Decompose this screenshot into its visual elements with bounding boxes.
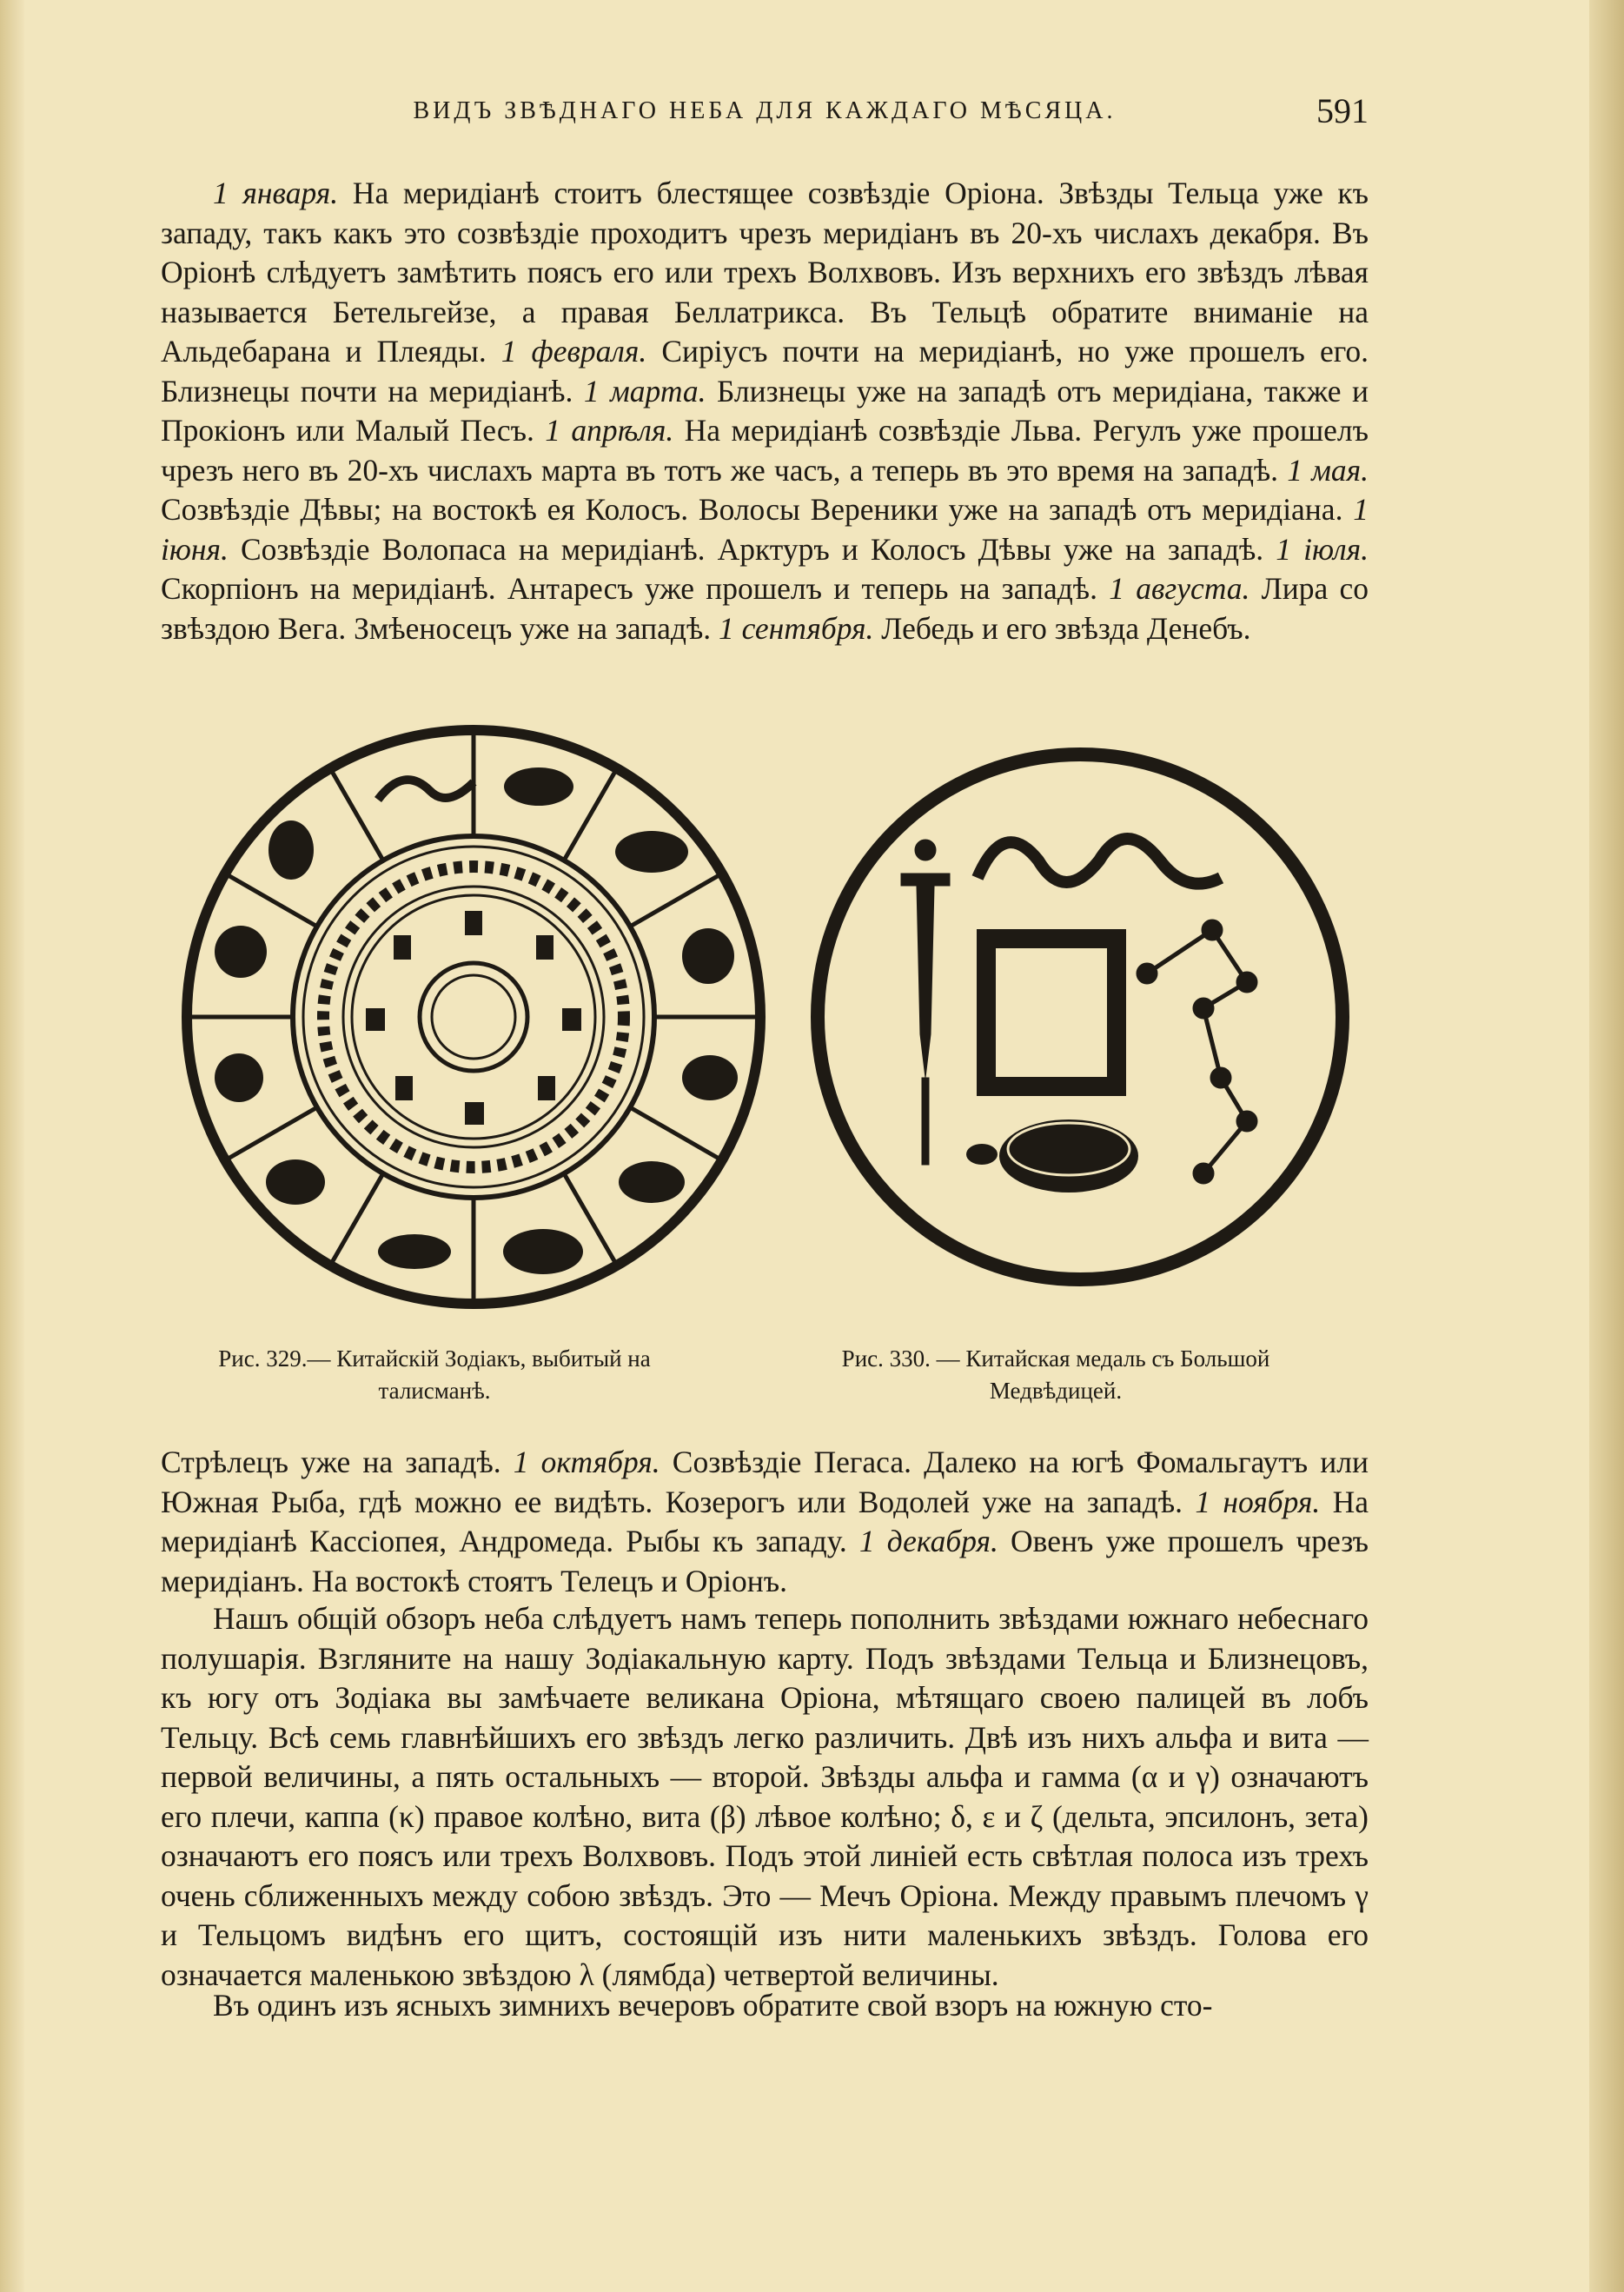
text-january: На меридіанѣ стоитъ блестящее созвѣздіе Оріона. Звѣзды Тельца уже къ западу, такъ какъ это созвѣздіе проходитъ чрезъ меридіанъ въ 20-хъ числахъ декабря. Въ Оріонѣ слѣдуетъ замѣтить поясъ его или трехъ Волхвовъ. Изъ верхнихъ его звѣздъ лѣвая называется Бетельгейзе, а правая Беллатрикса. Въ Тельцѣ обратите вниманіе на Альдебарана и Плеяды. [161,176,1369,369]
date-june: 1 іюня. [161,492,1369,567]
text-november: На меридіанѣ Кассіопея, Андромеда. Рыбы къ западу. [161,1484,1369,1558]
text-october: Созвѣздіе Пегаса. Далеко на югѣ Фомальгаутъ или Южная Рыба, гдѣ можно ее видѣть. Козерогъ или Водолей уже на западѣ. [161,1445,1369,1519]
paragraph-months-oct-dec [161,1443,1369,1601]
date-february: 1 февраля. [500,334,647,369]
text-may: Созвѣздіе Дѣвы; на востокѣ ея Колосъ. Волосы Вереники уже на западѣ отъ меридіана. [161,492,1354,527]
date-april: 1 апрѣля. [545,413,674,448]
text-sagittarius: Стрѣлецъ уже на западѣ. [161,1445,514,1479]
figure-330-caption: Рис. 330. — Китайская медаль съ Большой Медвѣдицей. [841,1345,1270,1404]
date-december: 1 декабря. [858,1524,998,1558]
page-edge [1589,0,1624,2292]
text-june: Созвѣздіе Волопаса на меридіанѣ. Арктуръ и Колосъ Дѣвы уже на западѣ. [228,531,1276,567]
text-march: Близнецы уже на западѣ отъ меридіана, также и Прокіонъ или Малый Песъ. [161,373,1369,448]
date-march: 1 марта. [583,373,706,409]
date-july: 1 іюля. [1276,531,1369,567]
text-february: Сиріусъ почти на меридіанѣ, но уже прошелъ его. Близнецы почти на меридіанѣ. [161,334,1369,409]
paragraph-orion-description: Нашъ общій обзоръ неба слѣдуетъ намъ теперь пополнить звѣздами южнаго небеснаго полушарія. Взгляните на нашу Зодіакальную карту. Подъ звѣздами Тельца и Близнецовъ, къ югу отъ Зодіака вы замѣчаете великана Оріона, мѣтящаго своею палицей въ лобъ Тельцу. Всѣ семь главнѣйшихъ его звѣздъ легко различить. Двѣ изъ нихъ альфа и вита — первой величины, а пять остальныхъ — второй. Звѣзды альфа и гамма (α и γ) означаютъ его плечи, каппа (κ) правое колѣно, вита (β) лѣвое колѣно; δ, ε и ζ (дельта, эпсилонъ, зета) означаютъ его поясъ или трехъ Волхвовъ. Подъ этой линіей есть свѣтлая полоса изъ трехъ очень сближенныхъ между собою звѣздъ. Это — Мечъ Оріона. Между правымъ плечомъ γ и Тельцомъ видѣнъ его щитъ, состоящій изъ нити маленькихъ звѣздъ. Голова его означается маленькою звѣздою λ (лямбда) четвертой величины. [161,1601,1369,1992]
date-november: 1 ноября. [1195,1484,1321,1519]
date-january: 1 января. [213,176,339,210]
page-number: 591 [1316,91,1369,130]
paragraph-months-jan-sep [161,174,1369,648]
text-august: Лира со звѣздою Вега. Змѣеносецъ уже на западѣ. [161,571,1369,646]
figure-chinese-medal [804,721,1360,1312]
text-december: Овенъ уже прошелъ чрезъ меридіанъ. На востокѣ стоятъ Телецъ и Оріонъ. [161,1524,1369,1598]
date-august: 1 августа. [1109,571,1250,606]
chinese-zodiac-talisman-illustration [178,721,769,1312]
date-september: 1 сентября. [719,610,874,646]
running-head: ВИДЪ ЗВѢДНАГО НЕБА ДЛЯ КАЖДАГО МѢСЯЦА. [413,97,1117,124]
page-header [161,90,1369,134]
date-october: 1 октября. [513,1445,660,1479]
text-april: На меридіанѣ созвѣздіе Льва. Регулъ уже прошелъ чрезъ него въ 20-хъ числахъ марта въ тотъ же часъ, а теперь въ это время на западѣ. [161,413,1369,488]
figure-chinese-zodiac [178,721,769,1312]
figure-329-caption: Рис. 329.— Китайскій Зодіакъ, выбитый на талисманѣ. [218,1345,651,1404]
date-may: 1 мая. [1287,452,1369,488]
text-september: Лебедь и его звѣзда Денебъ. [873,610,1251,646]
chinese-medal-big-dipper-illustration [804,721,1360,1312]
page-gutter [0,0,24,2292]
text-july: Скорпіонъ на меридіанѣ. Антаресъ уже прошелъ и теперь на западѣ. [161,571,1110,606]
paragraph-continuation: Въ одинъ изъ ясныхъ зимнихъ вечеровъ обратите свой взоръ на южную сто- [213,1988,1213,2023]
